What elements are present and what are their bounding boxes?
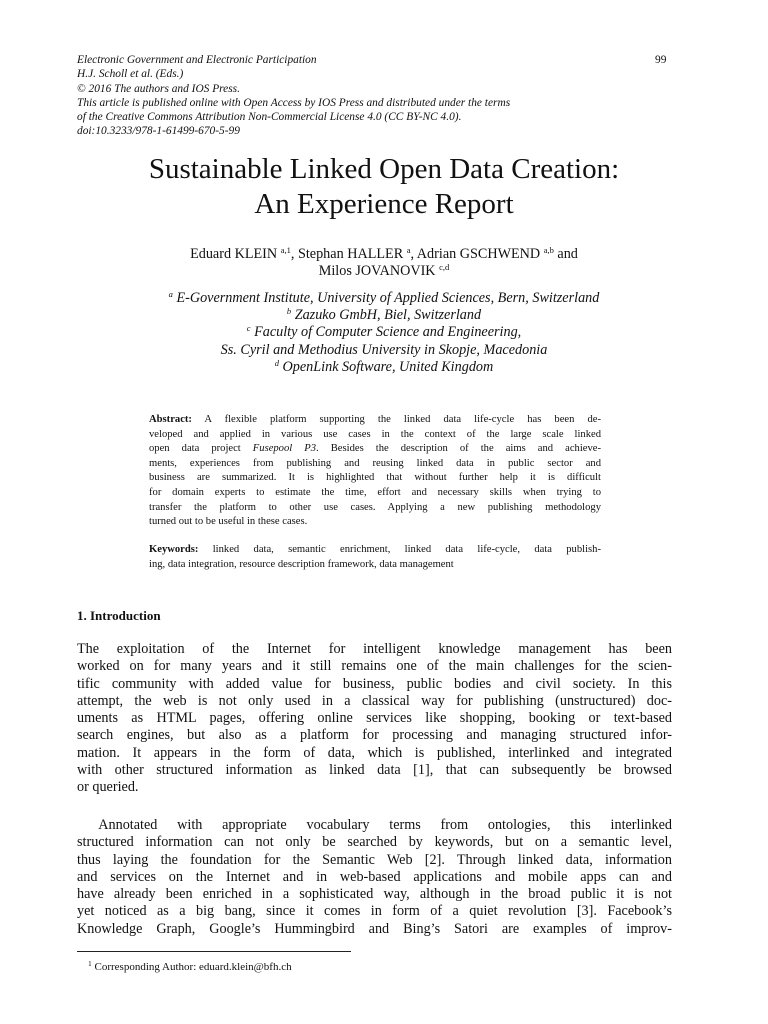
affiliation-line bbox=[50, 342, 718, 359]
author-list bbox=[60, 246, 708, 280]
body-paragraph-1 bbox=[77, 641, 672, 797]
paragraph-line: yet noticed as a big bang, since it comes in form of a quiet revolution [3]. Facebook’s bbox=[77, 903, 672, 920]
author-line-2 bbox=[60, 263, 708, 280]
footnote-mark: 1 bbox=[88, 959, 92, 968]
paragraph-line: uments as HTML pages, offering online services like shopping, booking or text-based bbox=[77, 710, 672, 727]
author-line-1 bbox=[60, 246, 708, 263]
abstract-line: ments, experiences from publishing and reusing linked data in public sector and bbox=[149, 457, 601, 469]
abstract bbox=[149, 413, 601, 530]
affiliation-mark: d bbox=[274, 357, 279, 368]
affiliation-mark: c bbox=[246, 323, 251, 334]
author-name: Eduard KLEIN bbox=[190, 246, 278, 262]
header-line: This article is published online with Open Access by IOS Press and distributed under the terms bbox=[77, 96, 511, 109]
paragraph-line: mation. It appears in the form of data, which is published, interlinked and integrated bbox=[77, 744, 672, 761]
project-name: Fusepool P3 bbox=[252, 443, 317, 455]
paragraph-line: structured information can not only be searched by keywords, but on a semantic level, bbox=[77, 834, 672, 851]
paragraph-line: with other structured information as linked data [1], that can subsequently be browsed bbox=[77, 762, 672, 779]
author-affil-mark: c,d bbox=[439, 262, 450, 272]
keywords bbox=[149, 543, 601, 572]
author-affil-mark: a bbox=[406, 245, 411, 255]
section-heading: 1. Introduction bbox=[77, 608, 161, 623]
abstract-line: veloped and applied in various use cases in the context of the large scale linked bbox=[149, 428, 601, 440]
paragraph-line: and services on the Internet and in web-based applications and mobile apps can and bbox=[77, 868, 672, 885]
keywords-label: Keywords: bbox=[149, 544, 199, 555]
affiliation-text: E-Government Institute, University of Applied Sciences, Bern, Switzerland bbox=[172, 290, 600, 306]
abstract-line: turned out to be useful in these cases. bbox=[149, 516, 308, 528]
affiliation-line bbox=[50, 324, 718, 341]
header-line: Electronic Government and Electronic Participation bbox=[77, 54, 317, 66]
paragraph-line: search engines, but also as a platform for processing and managing structured infor- bbox=[77, 727, 672, 744]
paragraph-line: or queried. bbox=[77, 779, 139, 796]
header-line: H.J. Scholl et al. (Eds.) bbox=[77, 68, 184, 81]
author-name: Milos JOVANOVIK bbox=[318, 263, 436, 279]
paper-title bbox=[40, 152, 728, 222]
publication-header bbox=[77, 53, 677, 139]
author-conjunction: and bbox=[553, 246, 578, 262]
footnote bbox=[88, 960, 292, 974]
title-line-1: Sustainable Linked Open Data Creation: bbox=[148, 153, 620, 185]
affiliation-text: Ss. Cyril and Methodius University in Skopje, Macedonia bbox=[220, 341, 548, 358]
doi-line: doi:10.3233/978-1-61499-670-5-99 bbox=[77, 125, 240, 138]
paragraph-line: attempt, the web is not only used in a classical way for publishing (unstructured) doc- bbox=[77, 692, 672, 709]
paragraph-line: The exploitation of the Internet for intelligent knowledge management has been bbox=[77, 641, 672, 657]
title-line-2: An Experience Report bbox=[254, 188, 514, 220]
paragraph-line: Knowledge Graph, Google’s Hummingbird and Bing’s Satori are examples of improv- bbox=[77, 920, 672, 937]
abstract-text: . Besides the description of the aims and achieve- bbox=[316, 443, 601, 455]
author-affil-mark: a,1 bbox=[280, 245, 291, 255]
author-name: , Adrian GSCHWEND bbox=[410, 246, 541, 262]
page-number: 99 bbox=[655, 54, 667, 66]
body-paragraph-2 bbox=[77, 817, 672, 938]
affiliation-text: Zazuko GmbH, Biel, Switzerland bbox=[291, 307, 482, 324]
abstract-line: transfer the platform to other use cases. Applying a new publishing methodology bbox=[149, 501, 601, 513]
abstract-line bbox=[149, 413, 601, 428]
keywords-text: linked data, semantic enrichment, linked data life-cycle, data publish- bbox=[198, 544, 601, 555]
author-name: , Stephan HALLER bbox=[290, 246, 404, 262]
affiliation-line bbox=[50, 307, 718, 324]
abstract-text: open data project bbox=[149, 443, 253, 455]
abstract-text: A flexible platform supporting the linked data life-cycle has been de- bbox=[191, 414, 601, 425]
affiliations bbox=[50, 290, 718, 376]
abstract-label: Abstract: bbox=[149, 414, 192, 425]
affiliation-text: Faculty of Computer Science and Engineering, bbox=[250, 324, 522, 341]
abstract-line bbox=[149, 442, 601, 457]
affiliation-line bbox=[50, 359, 718, 376]
paragraph-line: thus laying the foundation for the Semantic Web [2]. Through linked data, information bbox=[77, 851, 672, 868]
header-line: of the Creative Commons Attribution Non-Commercial License 4.0 (CC BY-NC 4.0). bbox=[77, 111, 462, 124]
keywords-line bbox=[149, 543, 601, 558]
footnote-text: Corresponding Author: eduard.klein@bfh.ch bbox=[91, 961, 292, 973]
author-affil-mark: a,b bbox=[543, 245, 554, 255]
header-line: © 2016 The authors and IOS Press. bbox=[77, 82, 240, 95]
paragraph-line: have already been enriched in a sophisticated way, although in the broad public it is not bbox=[77, 886, 672, 903]
affiliation-text: OpenLink Software, United Kingdom bbox=[279, 358, 494, 375]
affiliation-line bbox=[50, 290, 718, 307]
paragraph-line: tific community with added value for business, public bodies and civil society. In this bbox=[77, 675, 672, 692]
paragraph-line: worked on for many years and it still remains one of the main challenges for the scien- bbox=[77, 658, 672, 675]
affiliation-mark: a bbox=[168, 289, 173, 299]
abstract-line: for domain experts to estimate the time, effort and necessary skills when trying to bbox=[149, 486, 601, 498]
abstract-line: business are summarized. It is highlighted that without further help it is difficult bbox=[149, 472, 601, 484]
paragraph-line: Annotated with appropriate vocabulary terms from ontologies, this interlinked bbox=[77, 817, 672, 833]
keywords-line: ing, data integration, resource description framework, data management bbox=[149, 558, 454, 570]
affiliation-mark: b bbox=[286, 306, 292, 317]
footnote-divider bbox=[77, 951, 351, 952]
